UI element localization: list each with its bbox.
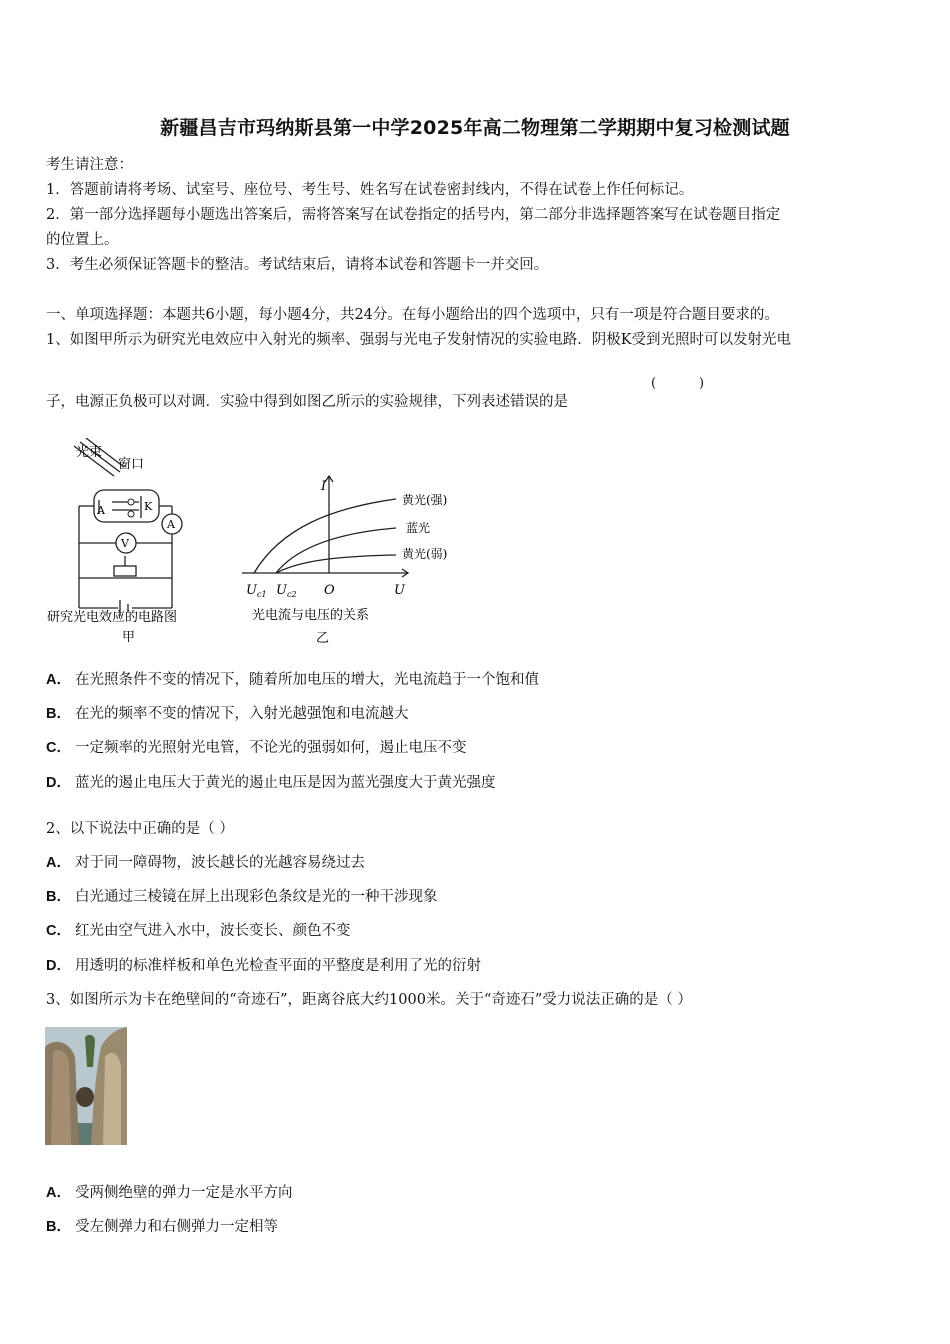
x-axis-label: U xyxy=(394,583,405,598)
q1-option-b: B． 在光的频率不变的情况下，入射光越强饱和电流越大 xyxy=(46,706,409,722)
curve-label-blue: 蓝光 xyxy=(406,521,431,535)
q2-option-d: D． 用透明的标准样板和单色光检查平面的平整度是利用了光的衍射 xyxy=(46,958,481,974)
anode-label: A xyxy=(97,504,105,517)
q3-option-b: B． 受左侧弹力和右侧弹力一定相等 xyxy=(46,1219,278,1235)
q1-stem-line1: 1、如图甲所示为研究光电效应中入射光的频率、强弱与光电子发射情况的实验电路．阴极K受到光照时可以发射光电 xyxy=(46,332,792,348)
q3-stem: 3、如图所示为卡在绝壁间的“奇迹石”，距离谷底大约1000米。关于“奇迹石”受力说法正确的是（ ） xyxy=(46,992,692,1008)
iu-graph xyxy=(236,468,476,650)
ammeter-label: A xyxy=(167,518,175,531)
curve-label-weak: 黄光(弱) xyxy=(402,547,448,561)
answer-paren-close: ) xyxy=(699,376,705,391)
notice-item: 3．考生必须保证答题卡的整洁。考试结束后，请将本试卷和答题卡一并交回。 xyxy=(46,257,549,273)
notice-item: 的位置上。 xyxy=(46,232,119,248)
miracle-stone-photo xyxy=(45,1027,127,1145)
voltmeter-label: V xyxy=(121,537,129,550)
y-axis-label: I xyxy=(321,479,327,494)
origin-label: O xyxy=(324,583,335,598)
curve-label-strong: 黄光(强) xyxy=(402,493,448,507)
q2-option-b: B． 白光通过三棱镜在屏上出现彩色条纹是光的一种干涉现象 xyxy=(46,889,438,905)
circuit-diagram xyxy=(44,438,224,648)
cathode-label: K xyxy=(144,500,153,513)
q1-option-c: C． 一定频率的光照射光电管，不论光的强弱如何，遏止电压不变 xyxy=(46,740,467,756)
uc2-label: $U_{c2}$ xyxy=(276,583,297,599)
q2-option-a: A． 对于同一障碍物，波长越长的光越容易绕过去 xyxy=(46,855,365,871)
curve-yellow-weak xyxy=(276,555,396,573)
figure-label-a: 甲 xyxy=(122,630,136,645)
q1-option-d: D． 蓝光的遏止电压大于黄光的遏止电压是因为蓝光强度大于黄光强度 xyxy=(46,775,496,791)
curve-yellow-strong xyxy=(254,499,396,573)
q3-option-a: A． 受两侧绝壁的弹力一定是水平方向 xyxy=(46,1185,293,1201)
uc1-label: $U_{c1}$ xyxy=(246,583,267,599)
answer-paren-open: ( xyxy=(651,376,657,391)
exam-title: 新疆昌吉市玛纳斯县第一中学2025年高二物理第二学期期中复习检测试题 xyxy=(160,117,790,139)
notice-item: 2．第一部分选择题每小题选出答案后，需将答案写在试卷指定的括号内，第二部分非选择题答案写在试卷题目指定 xyxy=(46,207,781,223)
graph-caption: 光电流与电压的关系 xyxy=(252,608,370,623)
section-heading: 一、单项选择题：本题共6小题，每小题4分，共24分。在每小题给出的四个选项中，只有一项是符合题目要求的。 xyxy=(46,307,779,323)
figure-label-b: 乙 xyxy=(316,631,330,646)
notice-heading: 考生请注意： xyxy=(46,157,133,173)
q1-option-a: A． 在光照条件不变的情况下，随着所加电压的增大，光电流趋于一个饱和值 xyxy=(46,672,539,688)
window-label: 窗口 xyxy=(118,457,145,472)
q2-option-c: C． 红光由空气进入水中，波长变长、颜色不变 xyxy=(46,923,351,939)
notice-item: 1．答题前请将考场、试室号、座位号、考生号、姓名写在试卷密封线内，不得在试卷上作任何标记。 xyxy=(46,182,694,198)
q2-stem: 2、以下说法中正确的是（ ） xyxy=(46,821,234,837)
q1-stem-line2: 子，电源正负极可以对调．实验中得到如图乙所示的实验规律，下列表述错误的是 xyxy=(46,394,568,410)
rheostat xyxy=(114,566,136,576)
circuit-caption: 研究光电效应的电路图 xyxy=(47,610,178,625)
light-beam-label: 光束 xyxy=(76,445,103,460)
